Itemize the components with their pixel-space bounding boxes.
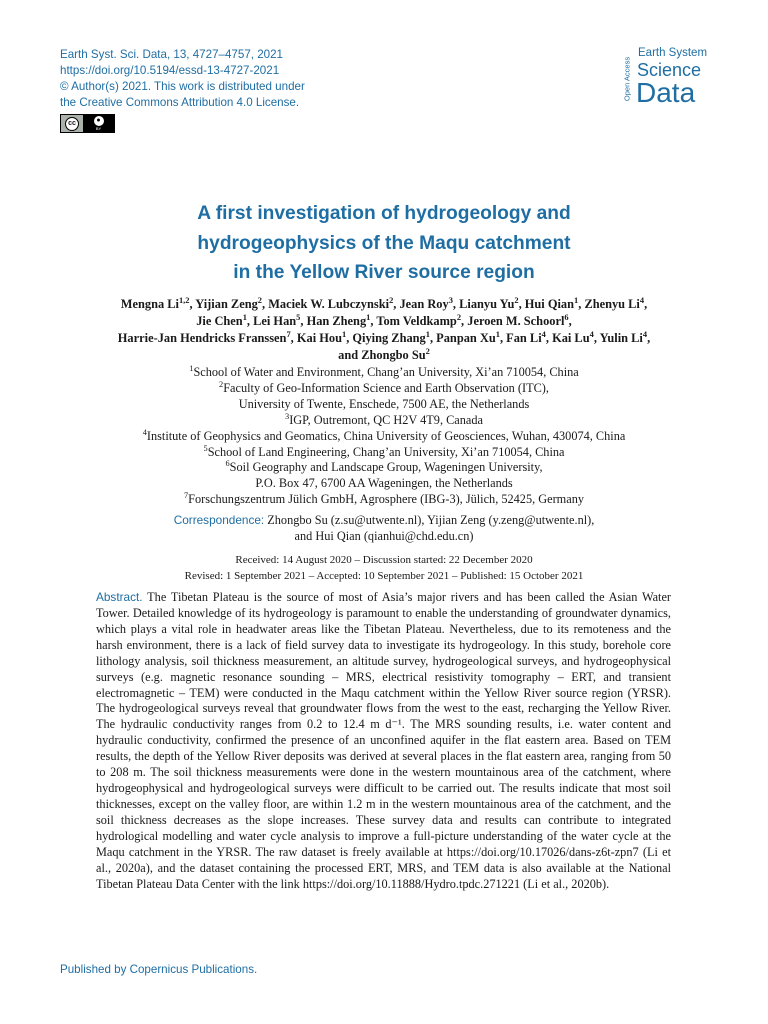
author-affiliation-mark: 1 — [425, 328, 430, 339]
author-name: Zhenyu Li — [584, 297, 640, 311]
author-name: and Zhongbo Su — [338, 348, 426, 362]
author-line: Jie Chen$^1$, Lei Han$^5$, Han Zheng$^1$, Tom Veldkamp$^2$, Jeroen M. Schoorl$^6$, — [196, 311, 572, 328]
author-affiliation-mark: 3 — [448, 294, 453, 305]
copyright-line: © Author(s) 2021. This work is distributed under — [60, 80, 305, 93]
author-line: Harrie-Jan Hendricks Franssen$^7$, Kai Hou$^1$, Qiying Zhang$^1$, Panpan Xu$^1$, Fan Li$^4$, Kai Lu$^4$, Yulin Li$^4$, — [117, 328, 651, 345]
author-line: Mengna Li$^{1,2}$, Yijian Zeng$^2$, Maciek W. Lubczynski$^2$, Jean Roy$^3$, Lianyu Yu$^2$, Hui Qian$^1$, Zhenyu Li$^4$, — [120, 294, 648, 311]
by-label: BY — [95, 126, 102, 131]
affiliation-number: 5 — [203, 443, 208, 453]
revised-dates: Revised: 1 September 2021 – Accepted: 10 September 2021 – Published: 15 October 2021 — [184, 570, 584, 583]
publisher-footer[interactable]: Published by Copernicus Publications. — [60, 963, 258, 976]
author-affiliation-mark: 2 — [514, 294, 519, 305]
cc-icon: cc — [65, 117, 79, 131]
affiliation-text: Soil Geography and Landscape Group, Wageningen University, — [229, 460, 543, 475]
author-affiliation-mark: 1 — [242, 311, 247, 322]
logo-line-earth-system: Earth System — [638, 47, 708, 59]
affiliation-number: 7 — [183, 491, 189, 501]
correspondence-emails: Zhongbo Su (z.su@utwente.nl), Yijian Zeng (y.zeng@utwente.nl), — [267, 513, 595, 527]
author-affiliation-mark: 4 — [642, 328, 648, 339]
citation-block — [60, 47, 305, 111]
author-affiliation-mark: 1,2 — [178, 294, 190, 305]
affiliation-text: Faculty of Geo-Information Science and Earth Observation (ITC), — [223, 380, 549, 395]
affiliation-text: University of Twente, Enschede, 7500 AE, the Netherlands — [238, 396, 530, 411]
affiliation-number: 3 — [285, 411, 290, 421]
affiliation-line — [0, 413, 768, 429]
affiliation-line — [0, 476, 768, 492]
correspondence-block — [0, 512, 768, 544]
author-name: Kai Hou — [296, 331, 342, 345]
author-name: Panpan Xu — [436, 331, 496, 345]
correspondence-label: Correspondence: — [173, 513, 265, 527]
affiliation-text: IGP, Outremont, QC H2V 4T9, Canada — [289, 412, 483, 427]
author-affiliation-mark: 1 — [495, 328, 500, 339]
correspondence-emails-cont: and Hui Qian (qianhui@chd.edu.cn) — [294, 529, 474, 543]
author-name: Kai Lu — [552, 331, 590, 345]
author-affiliation-mark: 2 — [456, 311, 462, 322]
title-line: hydrogeophysics of the Maqu catchment — [197, 232, 571, 254]
author-name: Harrie-Jan Hendricks Franssen — [117, 331, 287, 345]
affiliation-list — [0, 365, 768, 508]
abstract — [96, 590, 671, 893]
publication-dates — [0, 552, 768, 584]
author-name: Qiying Zhang — [352, 331, 426, 345]
affiliation-line — [0, 460, 768, 476]
affiliation-number: 2 — [219, 379, 224, 389]
title-line: in the Yellow River source region — [233, 262, 535, 283]
author-affiliation-mark: 1 — [366, 311, 371, 322]
logo-line-science: Science — [637, 60, 702, 80]
abstract-label: Abstract. — [96, 590, 143, 604]
author-name: Lei Han — [253, 314, 297, 328]
author-name: Jeroen M. Schoorl — [467, 314, 565, 328]
affiliation-text: Forschungszentrum Jülich GmbH, Agrosphere (IBG-3), Jülich, 52425, Germany — [188, 492, 584, 507]
author-affiliation-mark: 4 — [541, 328, 546, 339]
author-name: Hui Qian — [524, 297, 575, 311]
author-name: Tom Veldkamp — [376, 314, 457, 328]
author-name: Yulin Li — [599, 331, 643, 345]
affiliation-line — [0, 365, 768, 381]
author-name: Maciek W. Lubczynski — [268, 297, 390, 311]
author-name: Lianyu Yu — [459, 297, 515, 311]
affiliation-line — [0, 492, 768, 508]
affiliation-text: School of Water and Environment, Chang’an University, Xi’an 710054, China — [193, 365, 579, 379]
author-affiliation-mark: 2 — [389, 294, 394, 305]
received-dates: Received: 14 August 2020 – Discussion started: 22 December 2020 — [235, 554, 533, 566]
author-affiliation-mark: 7 — [286, 328, 291, 339]
author-affiliation-mark: 1 — [341, 328, 347, 339]
author-name: Fan Li — [506, 331, 542, 345]
affiliation-line — [0, 381, 768, 397]
affiliation-number: 1 — [189, 363, 194, 373]
author-affiliation-mark: 6 — [564, 311, 569, 322]
affiliation-text: School of Land Engineering, Chang’an University, Xi’an 710054, China — [207, 444, 565, 459]
author-affiliation-mark: 2 — [425, 345, 430, 356]
author-name: Han Zheng — [306, 314, 367, 328]
author-affiliation-mark: 2 — [257, 294, 263, 305]
author-affiliation-mark: 1 — [574, 294, 579, 305]
author-name: Mengna Li — [120, 297, 179, 311]
affiliation-text: P.O. Box 47, 6700 AA Wageningen, the Netherlands — [255, 476, 513, 491]
license-link[interactable]: the Creative Commons Attribution 4.0 License. — [60, 96, 300, 109]
journal-logo — [622, 46, 722, 112]
attribution-person-icon: ● — [94, 116, 104, 126]
author-name: Yijian Zeng — [195, 297, 258, 311]
affiliation-number: 4 — [142, 427, 147, 437]
affiliation-line — [0, 397, 768, 413]
affiliation-number: 6 — [225, 459, 230, 469]
affiliation-line — [0, 445, 768, 461]
doi-link[interactable]: https://doi.org/10.5194/essd-13-4727-2021 — [60, 64, 280, 77]
journal-reference: Earth Syst. Sci. Data, 13, 4727–4757, 2021 — [60, 48, 284, 61]
author-list — [0, 296, 768, 364]
author-line — [0, 347, 768, 364]
author-name: Jean Roy — [399, 297, 449, 311]
author-affiliation-mark: 4 — [589, 328, 594, 339]
author-affiliation-mark: 5 — [296, 311, 301, 322]
affiliation-line — [0, 429, 768, 445]
abstract-text: The Tibetan Plateau is the source of most of Asia’s major rivers and has been called the Asian Water Tower. Detailed knowledge of its hydrogeology is paramount to enable the understanding of groundwater dynamics, which plays a vital role in headwater areas like the Tibetan Plateau. Nevertheless, due to its remoteness and the harsh environment, there is a lack of field survey data to investigate its hydrogeology. In this study, borehole core lithology analysis, soil thickness measurement, an altitude survey, hydrogeological surveys, and hydrogeophysical surveys (e.g. magnetic resonance sounding – MRS, electrical resistivity tomography – ERT, and transient electromagnetic – TEM) were conducted in the Maqu catchment within the Yellow River source region (YRSR). The hydrogeological surveys reveal that groundwater flows from the west to the east, recharging the Yellow River. The hydraulic conductivity ranges from 0.2 to 12.4 m d⁻¹. The MRS sounding results, i.e. water content and hydraulic conductivity, confirmed the presence of an unconfined aquifer in the flat eastern area. Based on TEM results, the depth of the Yellow River deposits was derived at several places in the flat eastern area, ranging from 50 to 208 m. The soil thickness measurements were done in the western mountainous area of the catchment, where hydrogeophysical and hydrogeological surveys were difficult to be carried out. The results indicate that most soil thicknesses, except on the valley floor, are within 1.2 m in the western mountainous area of the catchment, and the soil thickness decreases as the slope increases. These survey data and results can contribute to integrated hydrological modelling and water cycle analysis to improve a full-picture understanding of the water cycle at the Maqu catchment in the YRSR. The raw dataset is freely available at https://doi.org/10.17026/dans-z6t-zpn7 (Li et al., 2020a), and the dataset containing the processed ERT, MRS, and TEM data is also available at the National Tibetan Plateau Data Center with the link https://doi.org/10.11888/Hydro.tpdc.271221 (Li et al., 2020b). — [96, 590, 671, 891]
affiliation-text: Institute of Geophysics and Geomatics, China University of Geosciences, Wuhan, 430074, China — [146, 428, 626, 443]
paper-title — [0, 199, 768, 288]
open-access-label: Open Access — [622, 56, 632, 102]
author-name: Jie Chen — [196, 314, 243, 328]
author-affiliation-mark: 4 — [639, 294, 645, 305]
title-line: A first investigation of hydrogeology and — [197, 203, 571, 224]
cc-by-license-badge[interactable] — [60, 114, 115, 133]
logo-line-data: Data — [636, 77, 696, 108]
